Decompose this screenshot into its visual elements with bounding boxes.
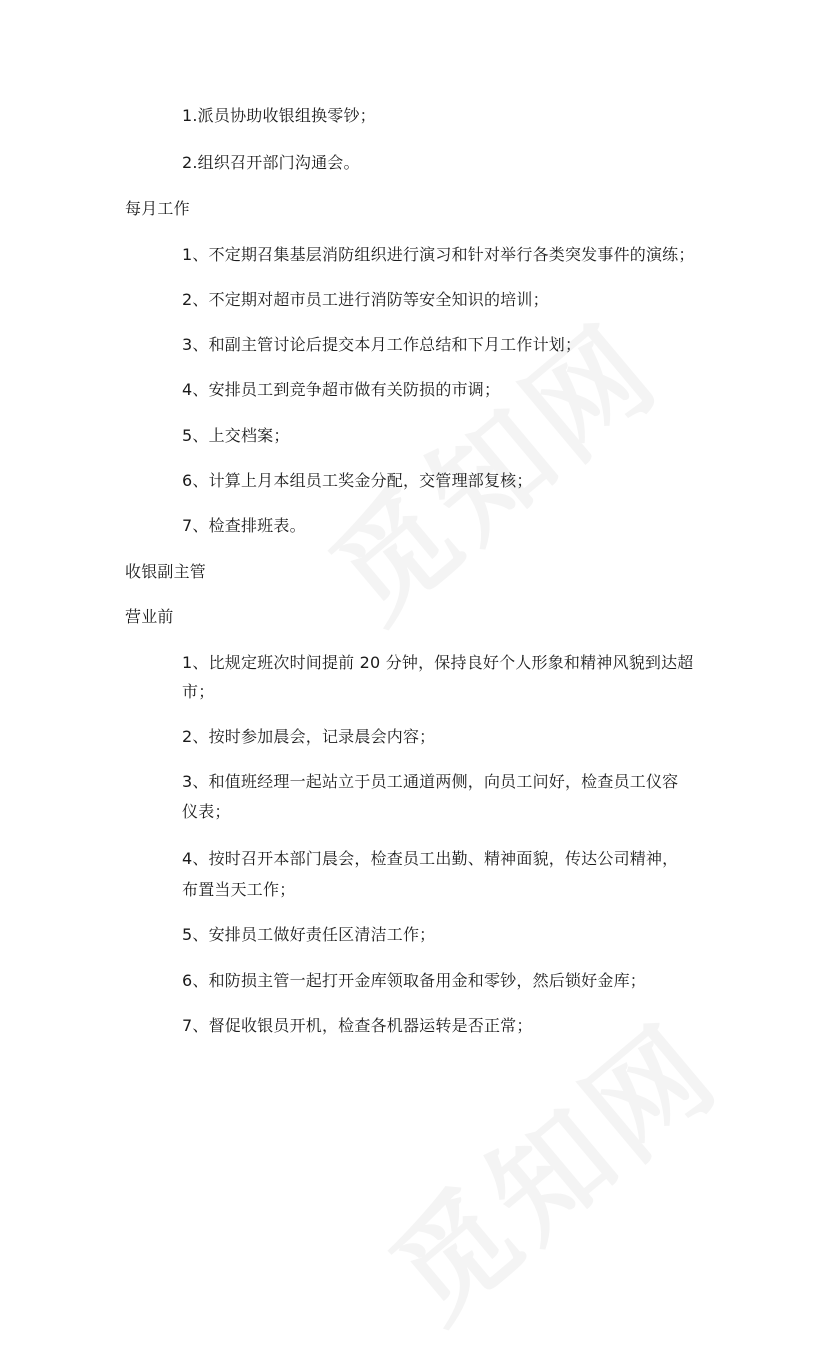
paragraph-line: 1.派员协助收银组换零钞；	[182, 106, 376, 125]
list-item-continuation: 仪表；	[182, 802, 231, 821]
list-item: 5、上交档案；	[182, 426, 290, 445]
section-heading: 每月工作	[125, 199, 190, 218]
list-item: 1、不定期召集基层消防组织进行演习和针对举行各类突发事件的演练；	[182, 245, 695, 264]
list-item: 6、计算上月本组员工奖金分配，交管理部复核；	[182, 471, 533, 490]
list-item: 1、比规定班次时间提前 20 分钟，保持良好个人形象和精神风貌到达超	[182, 653, 694, 672]
section-heading: 营业前	[125, 607, 174, 626]
list-item: 4、按时召开本部门晨会，检查员工出勤、精神面貌，传达公司精神，	[182, 849, 679, 868]
list-item-continuation: 布置当天工作；	[182, 880, 296, 899]
paragraph-line: 2.组织召开部门沟通会。	[182, 153, 360, 172]
list-item: 3、和值班经理一起站立于员工通道两侧，向员工问好，检查员工仪容	[182, 772, 679, 791]
list-item: 7、督促收银员开机，检查各机器运转是否正常；	[182, 1016, 533, 1035]
list-item: 2、按时参加晨会，记录晨会内容；	[182, 727, 436, 746]
list-item: 5、安排员工做好责任区清洁工作；	[182, 925, 436, 944]
list-item: 3、和副主管讨论后提交本月工作总结和下月工作计划；	[182, 335, 582, 354]
list-item: 2、不定期对超市员工进行消防等安全知识的培训；	[182, 290, 549, 309]
list-item: 7、检查排班表。	[182, 516, 306, 535]
section-heading: 收银副主管	[125, 562, 207, 581]
list-item: 6、和防损主管一起打开金库领取备用金和零钞，然后锁好金库；	[182, 971, 646, 990]
list-item: 4、安排员工到竞争超市做有关防损的市调；	[182, 380, 501, 399]
list-item-continuation: 市；	[182, 682, 215, 701]
